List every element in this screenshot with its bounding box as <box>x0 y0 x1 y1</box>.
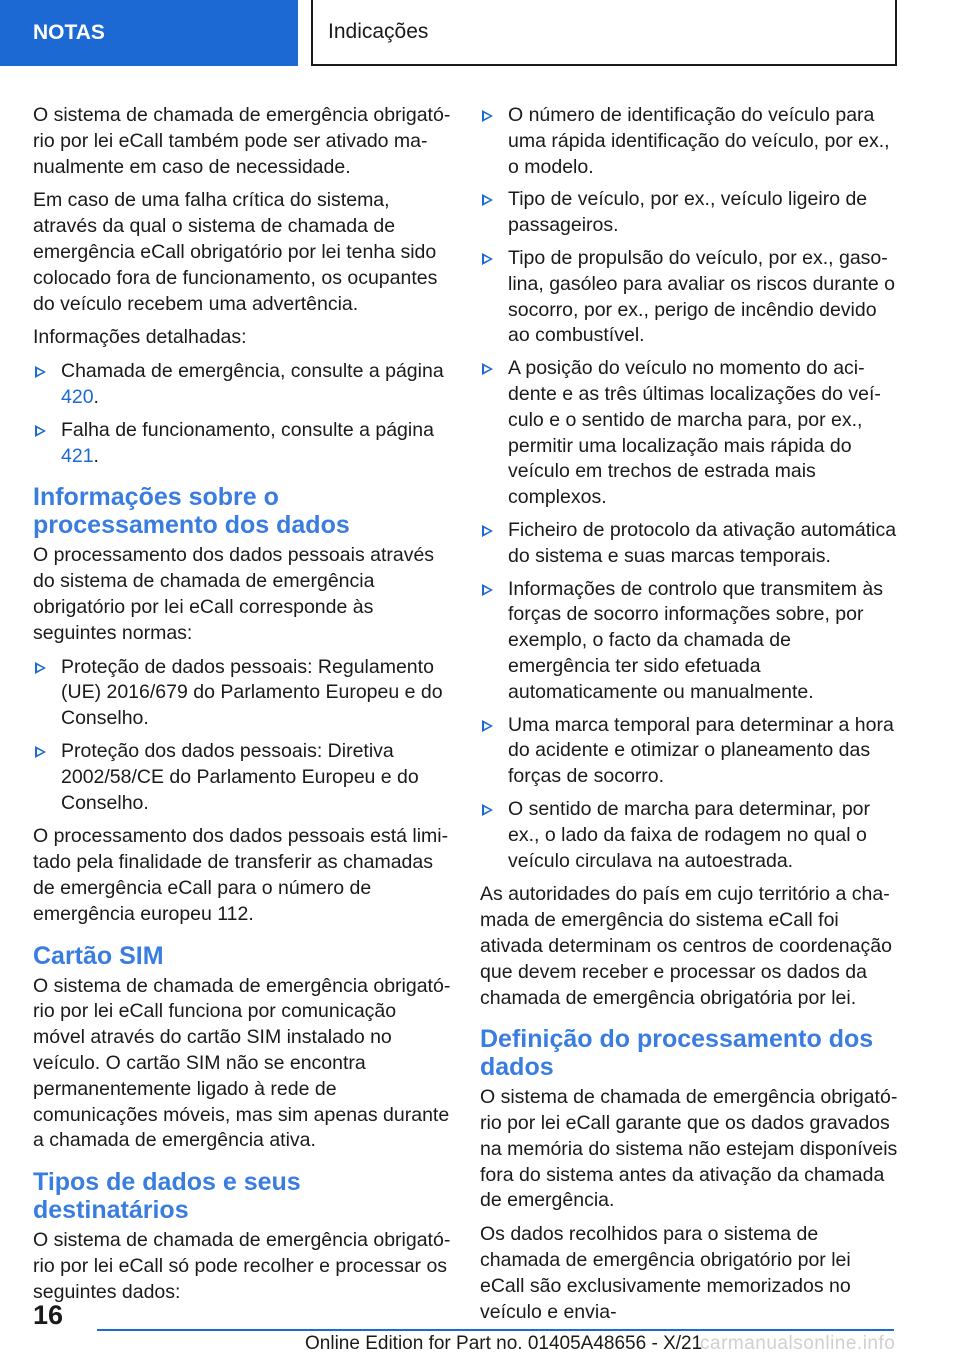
paragraph: O sistema de chamada de emergência obrigatório por lei eCall só pode recolher e processar os seguintes dados: <box>33 1229 451 1303</box>
left-column <box>33 103 451 1313</box>
paragraph: Os dados recolhidos para o sistema de chamada de emergência obrigatório por lei eCall são exclusivamente memorizados no veículo e envia- <box>480 1223 851 1323</box>
list-item-text: Ficheiro de protocolo da ativação automática do sistema e suas marcas temporais. <box>508 518 897 567</box>
list-item <box>480 246 898 349</box>
paragraph: O processamento dos dados pessoais através do sistema de chamada de emergência obrigatório por lei eCall corresponde às seguintes normas: <box>33 544 435 644</box>
paragraph: O sistema de chamada de emergência obrigatório por lei eCall funciona por comunicação móvel através do cartão SIM instalado no veículo. O cartão SIM não se encontra permanentemente ligado à rede de comunicações móveis, mas sim apenas durante a chamada de emergência ativa. <box>33 974 451 1152</box>
page-link[interactable]: 420 <box>61 385 94 408</box>
list-item-text: O sentido de marcha para determinar, por ex., o lado da faixa de rodagem no qual o veículo circulava na autoestrada. <box>508 797 871 872</box>
list-item <box>480 103 898 180</box>
list-item <box>480 797 898 874</box>
list-item <box>480 187 898 239</box>
data-types-list <box>480 103 898 874</box>
bullet-triangle-icon <box>35 366 46 378</box>
page-header <box>0 0 960 66</box>
list-item-text: Uma marca temporal para determinar a hora do acidente e otimizar o planeamento das forças de socorro. <box>508 713 894 788</box>
list-item-text: Proteção dos dados pessoais: Diretiva 2002/58/CE do Parlamento Europeu e do Conselho. <box>61 739 419 814</box>
bullet-triangle-icon <box>482 194 493 206</box>
bullet-triangle-icon <box>35 746 46 758</box>
norms-list <box>33 655 451 817</box>
list-item <box>480 356 898 511</box>
list-item-text: Informações de controlo que transmitem às forças de socorro informações sobre, por exemplo, o facto da chamada de emergência ter sido efetuada automaticamente ou manualmente. <box>508 577 884 703</box>
page-link[interactable]: 421 <box>61 444 94 467</box>
list-item: Falha de funcionamento, consulte a página 421. <box>33 418 451 470</box>
detail-list <box>33 359 451 469</box>
section-title: Indicações <box>311 0 897 66</box>
paragraph: O processamento dos dados pessoais está limitado pela finalidade de transferir as chamadas de emergência eCall para o número de emergência europeu 112. <box>33 825 449 925</box>
bullet-triangle-icon <box>35 425 46 437</box>
section-heading: Informações sobre o processamento dos dados <box>33 483 350 540</box>
list-item <box>33 655 451 732</box>
list-item-text: O número de identificação do veículo para uma rápida identificação do veículo, por ex., o modelo. <box>508 104 890 178</box>
bullet-triangle-icon <box>482 110 493 122</box>
list-item-text: Tipo de veículo, por ex., veículo ligeiro de passageiros. <box>508 188 868 237</box>
list-item <box>33 739 451 816</box>
footer-divider <box>97 1329 894 1331</box>
page-number: 16 <box>33 1300 64 1330</box>
paragraph: O sistema de chamada de emergência obrigatório por lei eCall também pode ser ativado manualmente em caso de necessidade. <box>33 104 451 178</box>
section-heading: Cartão SIM <box>33 941 164 970</box>
list-item: Chamada de emergência, consulte a página 420. <box>33 359 451 411</box>
notes-tab[interactable]: NOTAS <box>0 0 298 66</box>
right-column <box>480 103 898 1333</box>
section-heading: Definição do processamento dos dados <box>480 1025 874 1082</box>
paragraph: Informações detalhadas: <box>33 326 247 349</box>
paragraph: Em caso de uma falha crítica do sistema, através da qual o sistema de chamada de emergência eCall obrigatório por lei tenha sido colocado fora de funcionamento, os ocupantes do veículo recebem uma advertência. <box>33 189 438 315</box>
bullet-triangle-icon <box>482 525 493 537</box>
list-item <box>480 577 898 706</box>
watermark-text: carmanualsonline.info <box>700 1333 896 1354</box>
paragraph: As autoridades do país em cujo território a chamada de emergência do sistema eCall foi ativada determinam os centros de coordenação que devem receber e processar os dados da chamada de emergência obrigatória por lei. <box>480 883 892 1009</box>
edition-info: Online Edition for Part no. 01405A48656 - X/21 <box>305 1333 703 1354</box>
list-item-text: A posição do veículo no momento do acidente e as três últimas localizações do veículo e o sentido de marcha para, por ex., permitir uma localização mais rápida do veículo em trechos de estrada mais complexos. <box>508 357 881 509</box>
list-item-text: Tipo de propulsão do veículo, por ex., gasolina, gasóleo para avaliar os riscos durante o socorro, por ex., perigo de incêndio devido ao combustível. <box>508 246 895 347</box>
bullet-triangle-icon <box>482 804 493 816</box>
list-item-text: Falha de funcionamento, consulte a página <box>61 418 434 441</box>
bullet-triangle-icon <box>482 253 493 265</box>
bullet-triangle-icon <box>482 720 493 732</box>
paragraph: O sistema de chamada de emergência obrigatório por lei eCall garante que os dados gravados na memória do sistema não estejam disponíveis fora do sistema antes da ativação da chamada de emergência. <box>480 1086 898 1212</box>
list-item-text: Proteção de dados pessoais: Regulamento (UE) 2016/679 do Parlamento Europeu e do Conselho. <box>61 655 443 730</box>
list-item-text: Chamada de emergência, consulte a página <box>61 360 444 383</box>
section-heading: Tipos de dados e seus destinatários <box>33 1168 301 1225</box>
bullet-triangle-icon <box>482 584 493 596</box>
list-item <box>480 713 898 790</box>
bullet-triangle-icon <box>35 662 46 674</box>
bullet-triangle-icon <box>482 363 493 375</box>
list-item <box>480 518 898 570</box>
